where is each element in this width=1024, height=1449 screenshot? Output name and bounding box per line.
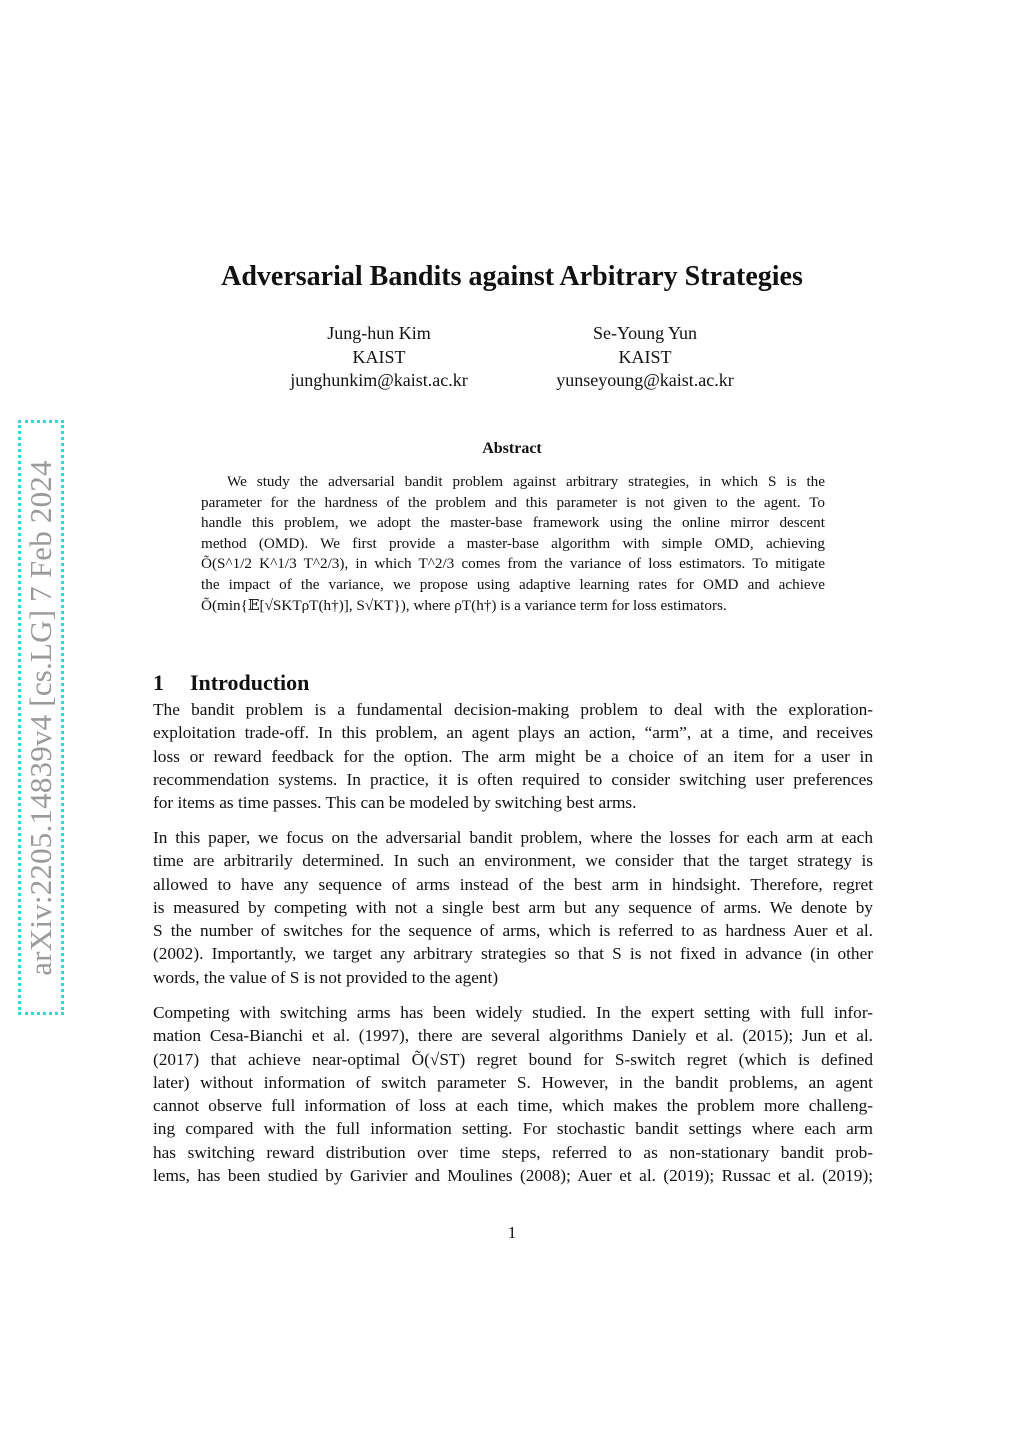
paragraph-line: cannot observe full information of loss at each time, which makes the problem more challeng-: [153, 1096, 873, 1116]
paragraph-line: time are arbitrarily determined. In such an environment, we consider that the target strategy is: [153, 851, 873, 871]
paragraph-line: later) without information of switch parameter S. However, in the bandit problems, an agent: [153, 1072, 873, 1092]
paragraph-line: lems, has been studied by Garivier and Moulines (2008); Auer et al. (2019); Russac et al. (2019);: [153, 1166, 873, 1186]
paragraph-line: for items as time passes. This can be modeled by switching best arms.: [153, 793, 637, 813]
paragraph-line: (2017) that achieve near-optimal Õ(√ST) regret bound for S-switch regret (which is defined: [153, 1049, 873, 1069]
author-affiliation: KAIST: [352, 346, 406, 367]
abstract-line: parameter for the hardness of the problem and this parameter is not given to the agent. To: [201, 493, 825, 511]
abstract-line: Õ(min{𝔼[√SKTρT(h†)], S√KT}), where ρT(h†) is a variance term for loss estimators.: [201, 596, 727, 614]
author-block-kim: [249, 322, 509, 393]
abstract-line: handle this problem, we adopt the master-base framework using the online mirror descent: [201, 514, 825, 532]
section-title: Introduction: [190, 670, 310, 696]
paragraph-line: ing compared with the full information setting. For stochastic bandit settings where each arm: [153, 1119, 873, 1139]
paragraph-line: The bandit problem is a fundamental decision-making problem to deal with the exploration-: [153, 700, 873, 719]
abstract-line: We study the adversarial bandit problem against arbitrary strategies, in which S is the: [227, 473, 825, 490]
arxiv-identifier: arXiv:2205.14839v4 [cs.LG] 7 Feb 2024: [23, 460, 58, 976]
introduction-paragraph-3: [153, 1001, 873, 1187]
author-email: junghunkim@kaist.ac.kr: [290, 370, 468, 390]
introduction-paragraph-2: [153, 826, 873, 989]
paragraph-line: allowed to have any sequence of arms instead of the best arm in hindsight. Therefore, regret: [153, 874, 873, 894]
abstract-line: method (OMD). We first provide a master-base algorithm with simple OMD, achieving: [201, 534, 825, 552]
paragraph-line: loss or reward feedback for the option. The arm might be a choice of an item for a user in: [153, 746, 873, 766]
paragraph-line: words, the value of S is not provided to the agent): [153, 967, 499, 987]
paragraph-line: In this paper, we focus on the adversarial bandit problem, where the losses for each arm at each: [153, 828, 873, 847]
section-heading-introduction: [153, 669, 309, 697]
introduction-paragraph-1: [153, 698, 873, 814]
author-email: yunseyoung@kaist.ac.kr: [556, 370, 734, 390]
paragraph-line: exploitation trade-off. In this problem, an agent plays an action, “arm”, at a time, and receives: [153, 723, 873, 743]
paragraph-line: (2002). Importantly, we target any arbitrary strategies so that S is not fixed in advance (in other: [153, 944, 873, 964]
paragraph-line: is measured by competing with not a single best arm but any sequence of arms. We denote by: [153, 897, 873, 917]
author-name: Jung-hun Kim: [327, 323, 431, 343]
paragraph-line: mation Cesa-Bianchi et al. (1997), there are several algorithms Daniely et al. (2015); Jun et al.: [153, 1026, 873, 1046]
author-affiliation: KAIST: [618, 346, 672, 367]
abstract-text: [201, 472, 825, 616]
page-number: 1: [507, 1223, 517, 1242]
paragraph-line: recommendation systems. In practice, it is often required to consider switching user preferences: [153, 769, 873, 789]
author-block-yun: [515, 322, 775, 393]
paragraph-line: has switching reward distribution over time steps, referred to as non-stationary bandit prob-: [153, 1142, 873, 1162]
abstract-line: the impact of the variance, we propose using adaptive learning rates for OMD and achieve: [201, 575, 825, 593]
section-number: 1: [153, 670, 164, 696]
paper-title: Adversarial Bandits against Arbitrary Strategies: [221, 260, 803, 292]
paragraph-line: Competing with switching arms has been widely studied. In the expert setting with full infor-: [153, 1003, 873, 1022]
paragraph-line: S the number of switches for the sequence of arms, which is referred to as hardness Auer et al.: [153, 921, 873, 941]
author-name: Se-Young Yun: [592, 323, 698, 343]
abstract-heading: Abstract: [482, 440, 542, 457]
abstract-line: Õ(S^1/2 K^1/3 T^2/3), in which T^2/3 comes from the variance of loss estimators. To mitigate: [201, 555, 825, 573]
